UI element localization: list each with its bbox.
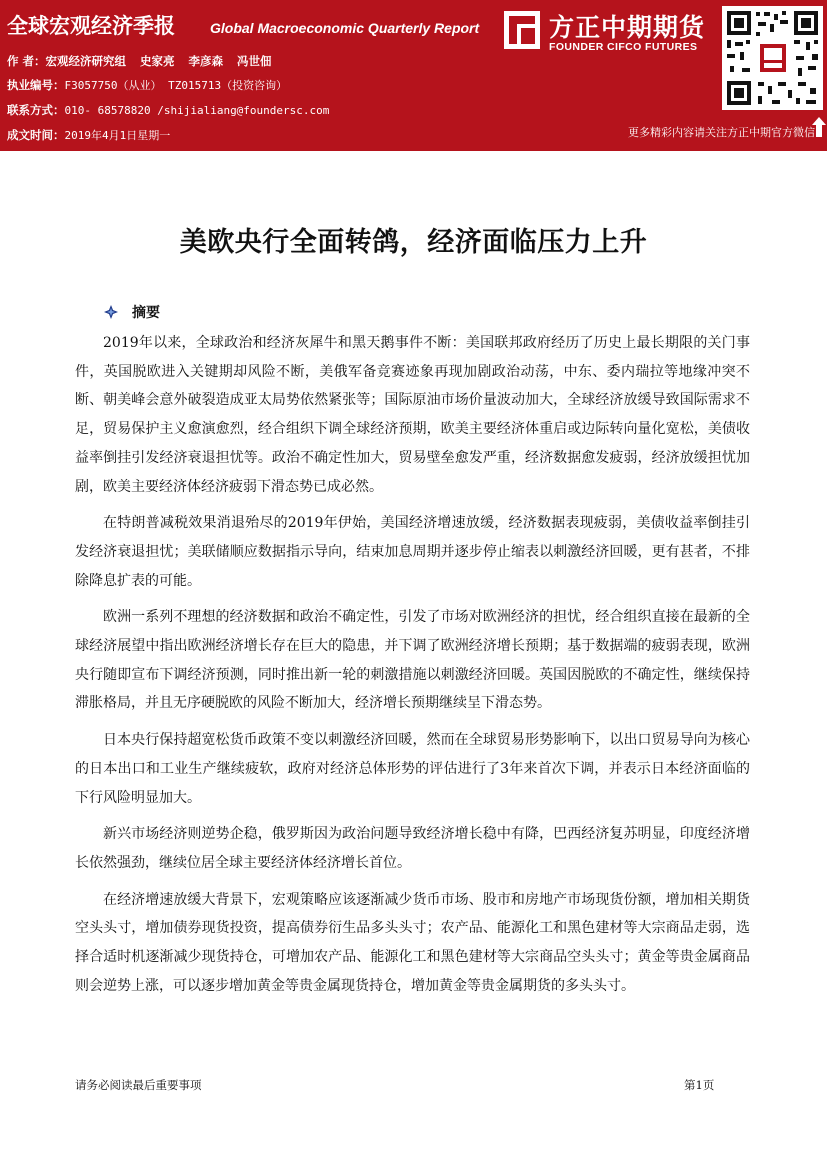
paragraph: 新兴市场经济则逆势企稳，俄罗斯因为政治问题导致经济增长稳中有降，巴西经济复苏明显，印度经济增长依然强劲，继续位居全球主要经济体经济增长首位。 xyxy=(75,826,750,871)
author-name: 李彦森 xyxy=(188,54,224,68)
paragraph: 在经济增速放缓大背景下，宏观策略应该逐渐减少货币市场、股市和房地产市场现货份额，增加相关期货空头头寸，增加债券现货投资，提高债券衍生品多头头寸；农产品、能源化工和黑色建材等大宗商品走弱，选择合适时机逐渐减少现货持仓，可增加农产品、能源化工和黑色建材等大宗商品空头头寸；黄金等贵金属商品则会逆势上涨，可以逐步增加黄金等贵金属现货持仓，增加黄金等贵金属期货的多头头寸。 xyxy=(75,891,750,994)
date-row xyxy=(7,123,329,148)
logo-name-cn: 方正中期期货 xyxy=(549,13,706,42)
paragraph: 2019年以来，全球政治和经济灰犀牛和黑天鹅事件不断：美国联邦政府经历了历史上最长期限的关门事件，英国脱欧进入关键期却风险不断，美俄军备竞赛迹象再现加剧政治动荡，中东、委内瑞拉等地缘冲突不断、朝美峰会意外破裂造成亚太局势依然紧张等；国际原油市场价量波动加大，全球经济放缓导致国际需求不足，贸易保护主义愈演愈烈，经合组织下调全球经济预期，欧美主要经济体重启或边际转向量化宽松，美债收益率倒挂引发经济衰退担忧等。政治不确定性加大，贸易壁垒愈发严重，经济数据愈发疲弱，经济放缓担忧加剧，欧美主要经济体经济疲弱下滑态势已成必然。 xyxy=(75,335,750,495)
abstract-heading-label: 摘要 xyxy=(132,305,160,321)
date-label: 成文时间： xyxy=(7,128,65,142)
contact-row xyxy=(7,98,329,123)
contact-label: 联系方式： xyxy=(7,103,65,117)
author-name: 冯世佃 xyxy=(237,54,272,68)
footer-notice: 请务必阅读最后重要事项 xyxy=(75,1078,202,1092)
report-series-title-en: Global Macroeconomic Quarterly Report xyxy=(210,20,480,36)
abstract-body xyxy=(75,329,750,1008)
report-header xyxy=(0,0,827,151)
wechat-qr-code-icon[interactable] xyxy=(722,6,823,110)
document-title: 美欧央行全面转鸽，经济面临压力上升 xyxy=(179,227,648,258)
date-value: 2019年4月1日星期一 xyxy=(64,129,171,142)
company-logo xyxy=(503,8,718,56)
logo-name-en: FOUNDER CIFCO FUTURES xyxy=(549,41,698,53)
license-label: 执业编号： xyxy=(7,78,65,92)
abstract-heading xyxy=(104,302,160,322)
paragraph: 欧洲一系列不理想的经济数据和政治不确定性，引发了市场对欧洲经济的担忧，经合组织直接在最新的全球经济展望中指出欧洲经济增长存在巨大的隐患，并下调了欧洲经济增长预期；基于数据端的疲弱表现，欧洲央行随即宣布下调经济预测，同时推出新一轮的刺激措施以刺激经济回暖。英国因脱欧的不确定性，继续保持滞胀格局，并且无序硬脱欧的风险不断加大，经济增长预期继续呈下滑态势。 xyxy=(75,609,750,712)
report-series-title: 全球宏观经济季报 xyxy=(7,14,175,38)
paragraph: 日本央行保持超宽松货币政策不变以刺激经济回暖，然而在全球贸易形势影响下，以出口贸易导向为核心的日本出口和工业生产继续疲软，政府对经济总体形势的评估进行了3年来首次下调，并表示日本经济面临的下行风险明显加大。 xyxy=(75,732,750,806)
paragraph: 在特朗普减税效果消退殆尽的2019年伊始，美国经济增速放缓，经济数据表现疲弱，美债收益率倒挂引发经济衰退担忧；美联储顺应数据指示导向，结束加息周期并逐步停止缩表以刺激经济回暖，更有甚者，不排除降息扩表的可能。 xyxy=(75,515,750,589)
authors-label: 作 者： xyxy=(7,54,46,68)
contact-value[interactable]: 010- 68578820 /shijialiang@foundersc.com xyxy=(64,104,330,117)
license-row xyxy=(7,73,329,98)
follow-wechat-text: 更多精彩内容请关注方正中期官方微信 xyxy=(628,126,815,139)
diamond-bullet-icon xyxy=(104,305,118,319)
report-meta xyxy=(7,49,329,148)
author-name: 史家亮 xyxy=(140,54,175,68)
founder-logo-icon xyxy=(503,10,541,50)
author-group: 宏观经济研究组 xyxy=(45,54,127,68)
page-number: 第1页 xyxy=(684,1078,715,1092)
arrow-up-icon[interactable] xyxy=(811,116,827,138)
license-value: F3057750（从业） TZ015713（投资咨询） xyxy=(64,79,288,92)
authors-row xyxy=(7,49,329,73)
